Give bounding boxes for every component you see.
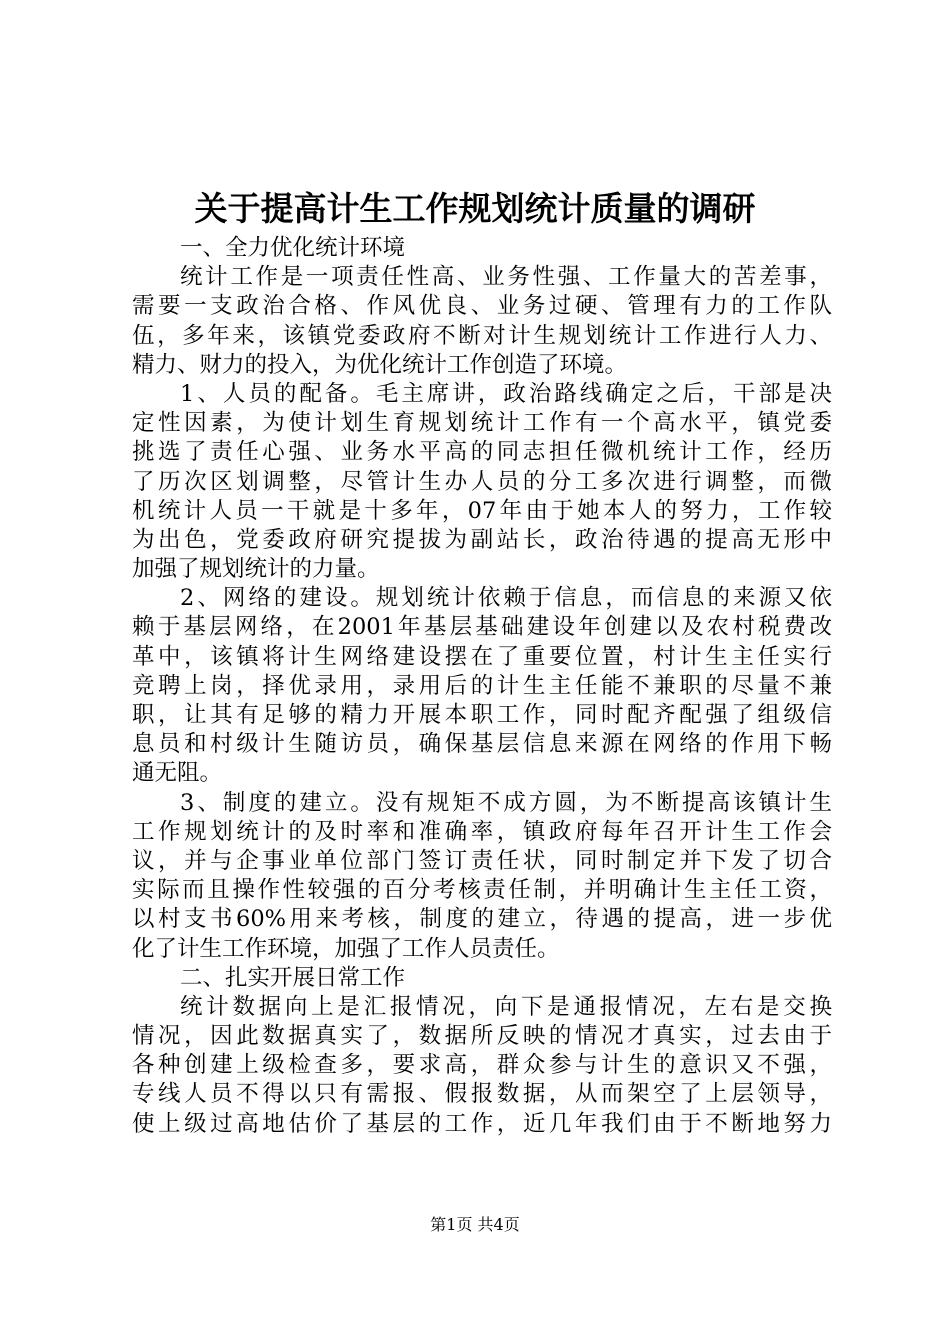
text-line: 统计工作是一项责任性高、业务性强、工作量大的苦差事， [180, 264, 832, 291]
text-line: 职，让其有足够的精力开展本职工作，同时配齐配强了组级信 [132, 702, 832, 728]
text-line: 革中，该镇将计生网络建设摆在了重要位置，村计生主任实行 [132, 643, 832, 670]
text-line: 了历次区划调整，尽管计生办人员的分工多次进行调整，而微 [132, 468, 832, 495]
text-line: 实际而且操作性较强的百分考核责任制，并明确计生主任工资， [132, 877, 832, 904]
text-line: 精力、财力的投入，为优化统计工作创造了环境。 [132, 351, 628, 378]
text-line: 为出色，党委政府研究提拔为副站长，政治待遇的提高无形中 [132, 526, 832, 553]
text-line: 专线人员不得以只有需报、假报数据，从而架空了上层领导， [132, 1081, 832, 1108]
document-title: 关于提高计生工作规划统计质量的调研 [194, 189, 756, 228]
text-line: 息员和村级计生随访员，确保基层信息来源在网络的作用下畅 [132, 731, 832, 758]
text-line: 机统计人员一干就是十多年，07年由于她本人的努力，工作较 [132, 497, 832, 524]
text-line: 加强了规划统计的力量。 [132, 556, 380, 583]
text-line: 需要一支政治合格、作风优良、业务过硬、管理有力的工作队 [132, 293, 832, 320]
text-line: 以村支书60%用来考核，制度的建立，待遇的提高，进一步优 [132, 906, 832, 933]
page-footer: 第1页 共4页 [430, 1215, 520, 1234]
text-line: 3、制度的建立。没有规矩不成方圆，为不断提高该镇计生 [180, 789, 832, 816]
text-line: 定性因素，为使计划生育规划统计工作有一个高水平，镇党委 [132, 410, 832, 437]
text-line: 使上级过高地估价了基层的工作，近几年我们由于不断地努力 [132, 1110, 832, 1137]
text-line: 2、网络的建设。规划统计依赖于信息，而信息的来源又依 [180, 585, 832, 612]
text-line: 挑选了责任心强、业务水平高的同志担任微机统计工作，经历 [132, 439, 832, 466]
text-line: 议，并与企事业单位部门签订责任状，同时制定并下发了切合 [132, 847, 832, 874]
text-line: 1、人员的配备。毛主席讲，政治路线确定之后，干部是决 [180, 380, 832, 407]
text-line: 各种创建上级检查多，要求高，群众参与计生的意识又不强， [132, 1052, 832, 1079]
text-line: 化了计生工作环境，加强了工作人员责任。 [132, 935, 560, 962]
text-line: 情况，因此数据真实了，数据所反映的情况才真实，过去由于 [132, 1023, 832, 1050]
text-line: 竞聘上岗，择优录用，录用后的计生主任能不兼职的尽量不兼 [132, 672, 832, 699]
section-heading: 一、全力优化统计环境 [180, 235, 406, 261]
section-heading: 二、扎实开展日常工作 [180, 964, 406, 991]
text-line: 伍，多年来，该镇党委政府不断对计生规划统计工作进行人力、 [132, 322, 832, 349]
text-line: 通无阻。 [132, 760, 223, 787]
document-body [132, 234, 832, 1139]
text-line: 工作规划统计的及时率和准确率，镇政府每年召开计生工作会 [132, 818, 832, 845]
text-line: 统计数据向上是汇报情况，向下是通报情况，左右是交换 [180, 993, 832, 1020]
text-line: 赖于基层网络，在2001年基层基础建设年创建以及农村税费改 [132, 614, 832, 641]
